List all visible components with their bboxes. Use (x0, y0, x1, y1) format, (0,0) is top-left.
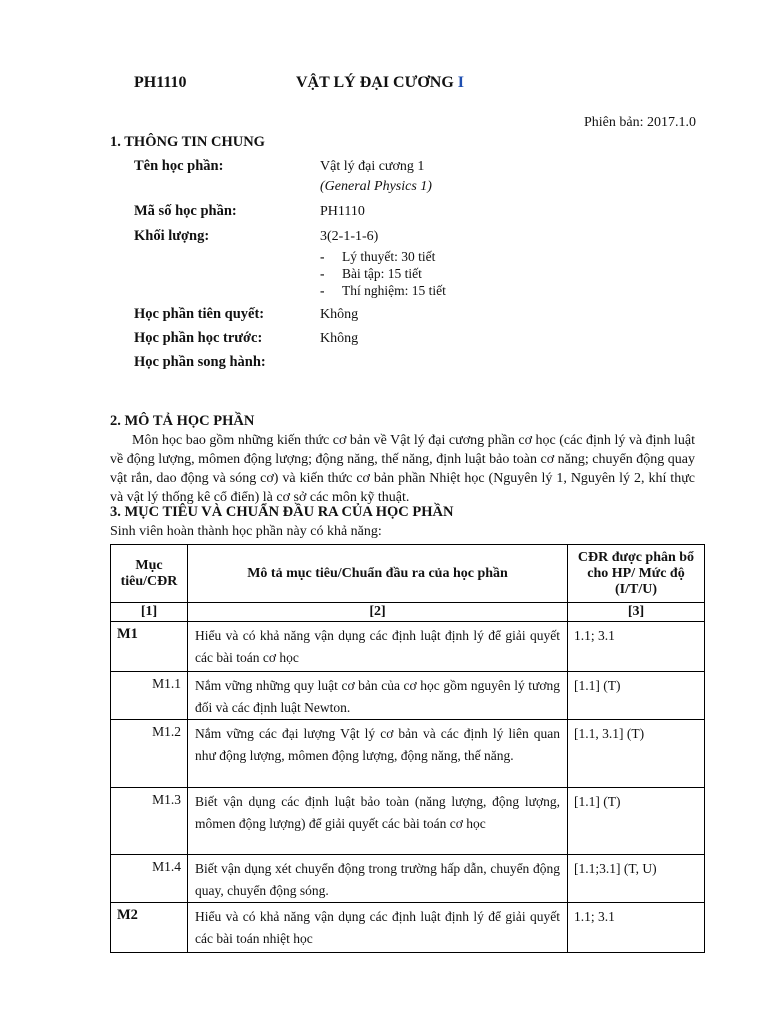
objective-code: M1 (111, 622, 188, 672)
objective-cdr: 1.1; 3.1 (568, 622, 705, 672)
list-item (320, 282, 446, 299)
objective-description: Nắm vững các đại lượng Vật lý cơ bản và các định lý liên quan như động lượng, mômen động lượng, động năng, thế năng. (188, 720, 568, 788)
workload-exercise: Bài tập: 15 tiết (342, 266, 422, 281)
course-code-heading: PH1110 (134, 74, 187, 91)
objective-code: M1.4 (111, 855, 188, 903)
course-name-english: (General Physics 1) (320, 179, 432, 194)
header-objective-code: Mục tiêu/CĐR (111, 545, 188, 603)
objective-description: Hiểu và có khả năng vận dụng các định luật định lý để giải quyết các bài toán cơ học (188, 622, 568, 672)
objective-code: M1.3 (111, 788, 188, 855)
table-row (111, 855, 705, 903)
list-item (320, 248, 446, 265)
table-row (111, 788, 705, 855)
workload-value: 3(2-1-1-6) (320, 229, 379, 244)
course-description: Môn học bao gồm những kiến thức cơ bản về Vật lý đại cương phần cơ học (các định lý và định luật về động lượng, mômen động lượng; động năng, thế năng, định luật bảo toàn cơ năng; chuyển động quay vật rắn, dao động và sóng cơ) và kiến thức cơ bản phần Nhiệt học (Nguyên lý 1, Nguyên lý 2, khí thực và vật lý thống kê cổ điển) là cơ sở các môn kỹ thuật. (110, 433, 695, 505)
course-code-label: Mã số học phần: (134, 203, 237, 219)
objective-description: Nắm vững những quy luật cơ bản của cơ học gồm nguyên lý tương đối và các định luật Newton. (188, 672, 568, 720)
workload-lab: Thí nghiệm: 15 tiết (342, 283, 446, 298)
objective-code: M1.1 (111, 672, 188, 720)
objective-code: M1.2 (111, 720, 188, 788)
parallel-course-label: Học phần song hành: (134, 354, 266, 370)
prior-course-label: Học phần học trước: (134, 330, 263, 346)
section-2-heading: 2. MÔ TẢ HỌC PHẦN (110, 413, 255, 429)
workload-theory: Lý thuyết: 30 tiết (342, 249, 436, 264)
table-row (111, 622, 705, 672)
course-name-label: Tên học phần: (134, 158, 224, 174)
index-cell: [2] (188, 603, 568, 622)
workload-label: Khối lượng: (134, 228, 210, 244)
workload-breakdown-list (320, 248, 446, 299)
prerequisite-value: Không (320, 307, 359, 322)
course-name-value: Vật lý đại cương 1 (320, 159, 425, 174)
prior-course-value: Không (320, 331, 359, 346)
objective-description: Biết vận dụng xét chuyển động trong trường hấp dẫn, chuyển động quay, chuyển động sóng. (188, 855, 568, 903)
objective-description: Biết vận dụng các định luật bảo toàn (năng lượng, động lượng, mômen động lượng) để giải quyết các bài toán cơ học (188, 788, 568, 855)
objectives-intro: Sinh viên hoàn thành học phần này có khả năng: (110, 524, 382, 539)
objective-cdr: [1.1, 3.1] (T) (568, 720, 705, 788)
table-index-row (111, 603, 705, 622)
index-cell: [1] (111, 603, 188, 622)
section-3-heading: 3. MỤC TIÊU VÀ CHUẨN ĐẦU RA CỦA HỌC PHẦN (110, 504, 454, 520)
objective-cdr: [1.1] (T) (568, 788, 705, 855)
course-title-numeral: I (457, 74, 465, 91)
list-item (320, 265, 446, 282)
table-row (111, 672, 705, 720)
bullet-dash: - (320, 266, 325, 281)
course-title (296, 74, 464, 92)
bullet-dash: - (320, 249, 325, 264)
header-objective-description: Mô tả mục tiêu/Chuẩn đầu ra của học phần (188, 545, 568, 603)
table-header-row (111, 545, 705, 603)
header-cdr-level: CĐR được phân bổ cho HP/ Mức độ (I/T/U) (568, 545, 705, 603)
index-cell: [3] (568, 603, 705, 622)
prerequisite-label: Học phần tiên quyết: (134, 306, 265, 322)
objective-code: M2 (111, 903, 188, 953)
table-row (111, 720, 705, 788)
course-code-value: PH1110 (320, 204, 365, 219)
objectives-table (110, 544, 705, 953)
version-label: Phiên bản: 2017.1.0 (584, 115, 696, 130)
objective-cdr: [1.1;3.1] (T, U) (568, 855, 705, 903)
objective-cdr: [1.1] (T) (568, 672, 705, 720)
objective-description: Hiểu và có khả năng vận dụng các định luật định lý để giải quyết các bài toán nhiệt học (188, 903, 568, 953)
bullet-dash: - (320, 283, 325, 298)
table-row (111, 903, 705, 953)
objective-cdr: 1.1; 3.1 (568, 903, 705, 953)
section-1-heading: 1. THÔNG TIN CHUNG (110, 134, 265, 150)
course-title-main: VẬT LÝ ĐẠI CƯƠNG (296, 74, 458, 91)
